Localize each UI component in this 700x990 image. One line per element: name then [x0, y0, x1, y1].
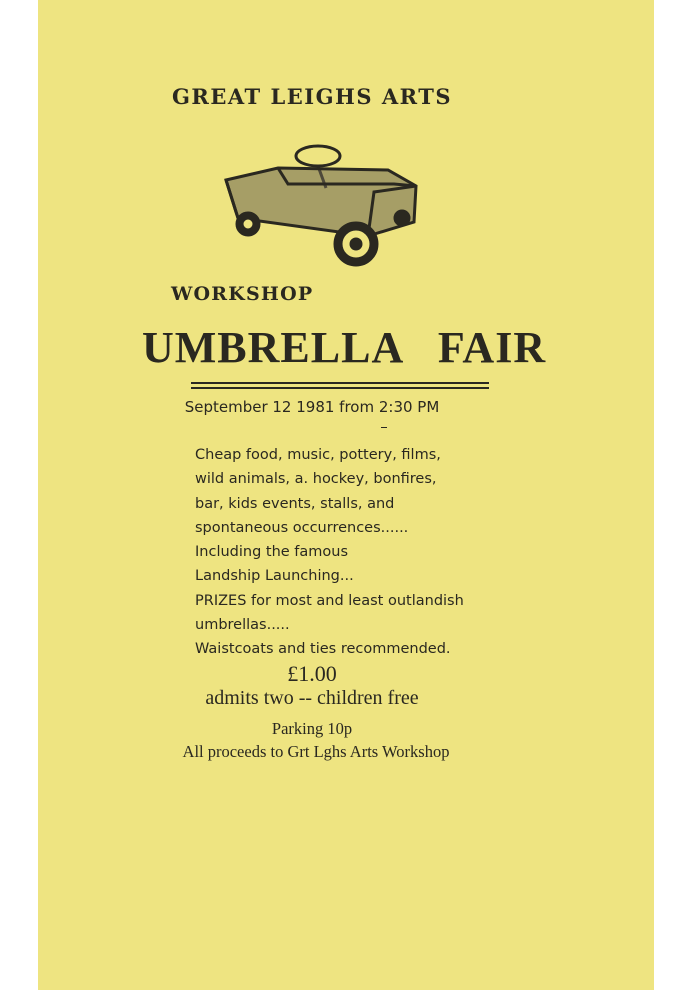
- date-dash: [381, 427, 387, 428]
- detail-line: Including the famous: [195, 544, 349, 561]
- event-date: September 12 1981 from 2:30 PM: [184, 398, 440, 416]
- workshop-label: WORKSHOP: [171, 283, 314, 305]
- flyer: [38, 0, 654, 990]
- organization-title: GREAT LEIGHS ARTS: [172, 84, 452, 109]
- detail-line: Waistcoats and ties recommended.: [195, 641, 451, 658]
- admission-price: £1.00: [287, 661, 337, 686]
- detail-line: PRIZES for most and least outlandish: [195, 592, 464, 609]
- detail-line: Landship Launching...: [195, 568, 354, 585]
- details-list: [195, 443, 464, 662]
- detail-line: umbrellas.....: [195, 617, 290, 634]
- title-rule-top: [191, 382, 489, 384]
- detail-line: wild animals, a. hockey, bonfires,: [195, 471, 437, 488]
- detail-line: bar, kids events, stalls, and: [195, 495, 395, 512]
- parking-fee: Parking 10p: [271, 719, 353, 738]
- event-title: UMBRELLA FAIR: [142, 323, 547, 372]
- detail-line: spontaneous occurrences......: [195, 519, 409, 536]
- title-rule-bottom: [191, 387, 489, 389]
- proceeds-note: All proceeds to Grt Lghs Arts Workshop: [182, 742, 450, 761]
- pedal-car-icon: [218, 140, 423, 270]
- detail-line: Cheap food, music, pottery, films,: [195, 447, 441, 463]
- admission-terms: admits two -- children free: [205, 687, 419, 709]
